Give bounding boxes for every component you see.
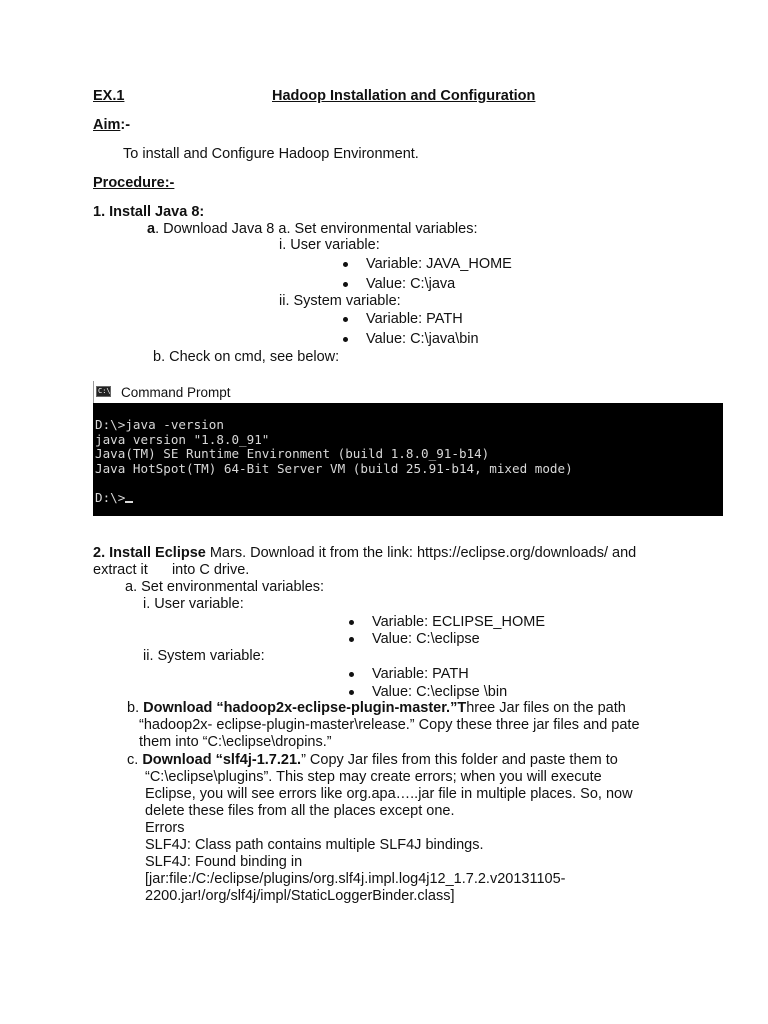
bullet-icon xyxy=(343,337,348,342)
step2-c-rest: ” Copy Jar files from this folder and paste them to xyxy=(301,752,618,768)
step1-user-var-item: Value: C:\java xyxy=(366,276,456,292)
bullet-icon xyxy=(343,262,348,267)
step2-b-rest: hree Jar files on the path xyxy=(466,700,626,716)
step2-c-line: Eclipse, you will see errors like org.apa…..jar file in multiple places. So, now xyxy=(145,786,633,802)
step2-c-line: SLF4J: Found binding in xyxy=(145,854,303,870)
bullet-icon xyxy=(349,690,354,695)
step2-user-variable: i. User variable: xyxy=(143,596,244,612)
step1-system-variable: ii. System variable: xyxy=(279,293,401,309)
step2-heading-bold: 2. Install Eclipse xyxy=(93,545,206,561)
step1-a-prefix: a xyxy=(147,221,156,237)
step2-a: a. Set environmental variables: xyxy=(125,579,325,595)
aim-heading-label: Aim xyxy=(93,117,121,133)
cursor-icon xyxy=(125,501,133,503)
step1-sys-var-item: Value: C:\java\bin xyxy=(366,331,479,347)
cmd-window-title: Command Prompt xyxy=(121,385,231,400)
bullet-icon xyxy=(349,637,354,642)
bullet-icon xyxy=(349,620,354,625)
step2-c-prefix: c. xyxy=(127,752,143,768)
step2-sys-var-item: Value: C:\eclipse \bin xyxy=(372,684,508,700)
step2-c-line: SLF4J: Class path contains multiple SLF4J bindings. xyxy=(145,837,484,853)
bullet-icon xyxy=(343,282,348,287)
document-title: Hadoop Installation and Configuration xyxy=(272,88,536,104)
step2-user-var-item: Value: C:\eclipse xyxy=(372,631,480,647)
aim-heading xyxy=(93,117,130,134)
step2-line2: extract it into C drive. xyxy=(93,562,250,578)
step2-user-var-item: Variable: ECLIPSE_HOME xyxy=(372,614,545,630)
step2-c-bold: Download “slf4j-1.7.21. xyxy=(142,752,302,768)
step1-a-text: . Download Java 8 a. Set environmental variables: xyxy=(155,221,478,237)
step2-b-bold: Download “hadoop2x-eclipse-plugin-master.”T xyxy=(143,700,467,716)
cmd-line: java version "1.8.0_91" xyxy=(95,432,270,447)
cmd-prompt-line xyxy=(95,490,133,505)
step2-c-line: delete these files from all the places except one. xyxy=(145,803,455,819)
step2-heading-rest: Mars. Download it from the link: https://eclipse.org/downloads/ and xyxy=(205,545,637,561)
cmd-line: Java(TM) SE Runtime Environment (build 1.8.0_91-b14) xyxy=(95,446,490,461)
cmd-window-border xyxy=(93,381,94,403)
step2-system-variable: ii. System variable: xyxy=(143,648,265,664)
step2-b-prefix: b. xyxy=(127,700,144,716)
bullet-icon xyxy=(343,317,348,322)
bullet-icon xyxy=(349,672,354,677)
step1-user-variable: i. User variable: xyxy=(279,237,380,253)
step1-a xyxy=(147,221,477,238)
step1-user-var-item: Variable: JAVA_HOME xyxy=(366,256,512,272)
step2-c-line: [jar:file:/C:/eclipse/plugins/org.slf4j.impl.log4j12_1.7.2.v20131105- xyxy=(145,871,566,887)
step1-b: b. Check on cmd, see below: xyxy=(153,349,340,365)
step2-b-line: them into “C:\eclipse\dropins.” xyxy=(139,734,332,750)
step2-heading xyxy=(93,545,636,562)
aim-heading-suffix: :- xyxy=(120,117,131,133)
procedure-heading: Procedure:- xyxy=(93,175,175,191)
step1-heading: 1. Install Java 8: xyxy=(93,204,205,220)
cmd-line: D:\>java -version xyxy=(95,417,224,432)
step1-sys-var-item: Variable: PATH xyxy=(366,311,463,327)
command-prompt-icon xyxy=(96,386,111,397)
step2-c-line: “C:\eclipse\plugins”. This step may create errors; when you will execute xyxy=(145,769,602,785)
command-prompt-icon-label: C:\ xyxy=(98,387,111,395)
step2-sys-var-item: Variable: PATH xyxy=(372,666,469,682)
cmd-prompt-text: D:\> xyxy=(95,490,126,505)
cmd-line: Java HotSpot(TM) 64-Bit Server VM (build 25.91-b14, mixed mode) xyxy=(95,461,573,476)
step2-c-line: 2200.jar!/org/slf4j/impl/StaticLoggerBinder.class] xyxy=(145,888,455,904)
aim-text: To install and Configure Hadoop Environment. xyxy=(123,146,419,162)
exercise-label: EX.1 xyxy=(93,88,125,104)
step2-b xyxy=(127,700,626,717)
step2-c-line: Errors xyxy=(145,820,185,836)
step2-c xyxy=(127,752,618,769)
step2-b-line: “hadoop2x- eclipse-plugin-master\release.” Copy these three jar files and pate xyxy=(139,717,640,733)
